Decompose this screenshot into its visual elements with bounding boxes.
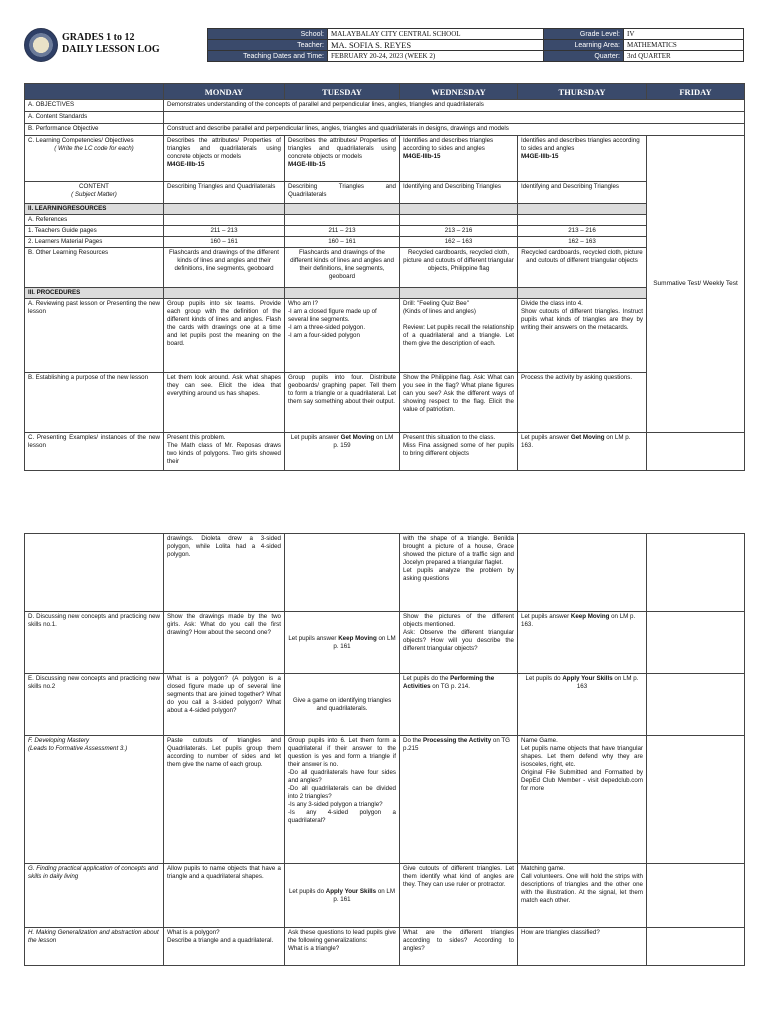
tg-pages-label: 1. Teachers Guide pages [25,226,164,237]
d-tue-pre: Let pupils answer [288,634,339,642]
other-wednesday: Recycled cardboards, recycled cloth, picture and cutouts of different triangular objects, Philippine flag [400,248,518,288]
area-label: Learning Area: [544,40,624,51]
empty-cell [647,534,745,612]
proc-c-wednesday: Present this situation to the class. Miss Fina assigned some of her pupils to bring different objects [400,433,518,471]
proc-f-wednesday [400,736,518,864]
grade-label: Grade Level: [544,29,624,40]
lc-tuesday [285,136,400,182]
objectives-label: A. OBJECTIVES [25,100,164,112]
grade-value: IV [624,29,744,40]
content-standards-cell [164,112,745,124]
proc-a-thursday: Divide the class into 4. Show cutouts of different triangles. Instruct pupils what kinds of triangles are they by writing their answers on the metacards. [518,299,647,373]
quarter-label: Quarter: [544,51,624,62]
content-monday: Describing Triangles and Quadrilaterals [164,182,285,204]
content-thursday: Identifying and Describing Triangles [518,182,647,204]
proc-e-tuesday: Give a game on identifying triangles and quadrilaterals. [285,674,400,736]
resources-gray-cell [518,204,647,215]
day-header-wednesday: WEDNESDAY [400,84,518,100]
school-label: School: [208,29,328,40]
lc-wednesday-text: Identifies and describes triangles according to sides and angles [403,137,494,152]
procedures-gray-cell [164,288,285,299]
other-thursday: Recycled cardboards, recycled cloth, picture and cutouts of different triangular objects [518,248,647,288]
proc-b-wednesday: Show the Philippine flag. Ask: What can you see in the flag? What plane figures can you see? Ask the different ways of showing respect to the flag. Elicit the value of patriotism. [400,373,518,433]
friday-summative-cell [647,136,745,433]
procedures-gray-cell [518,288,647,299]
d-thu-pre: Let pupils answer [521,613,571,620]
competencies-label: C. Learning Competencies/ Objectives [28,137,134,144]
performance-label: B. Performance Objective [25,124,164,136]
teacher-label: Teacher: [208,40,328,51]
g-tue-pre: Let pupils do [288,887,326,895]
g-tue-post: on LM p. 161 [333,887,396,903]
proc-h-thursday: How are triangles classified? [518,928,647,966]
empty-cell [25,534,164,612]
d-tue-post: on LM p. 161 [333,634,396,650]
proc-g-wednesday: Give cutouts of different triangles. Let them identify what kind of angles are they. They can use ruler or protractor. [400,864,518,928]
lc-thursday-text: Identifies and describes triangles according to sides and angles [521,137,640,152]
proc-c-monday-cont: drawings. Dioleta drew a 3-sided polygon, while Lolita had a 4-sided polygon. [164,534,285,612]
page-1 [0,0,768,500]
content-tuesday: Describing Triangles and Quadrilaterals [285,182,400,204]
resources-gray-cell [285,204,400,215]
lesson-table-page-1 [24,83,745,471]
learning-resources-label: II. LEARNINGRESOURCES [25,204,164,215]
tg-monday: 211 – 213 [164,226,285,237]
other-monday: Flashcards and drawings of the different kinds of lines and angles and their definitions, line segments, geoboard [164,248,285,288]
friday-note: Summative Test/ Weekly Test [653,280,738,287]
proc-b-thursday: Process the activity by asking questions. [518,373,647,433]
proc-f-thursday: Name Game. Let pupils name objects that have triangular shapes. Let them defend why they are isosceles, right, etc. Original File Submitted and Formatted by DepEd Club Member - visit depedclub.com for more [518,736,647,864]
d-thu-activity: Keep Moving [570,613,610,620]
c-tue-activity: Get Moving [340,434,375,441]
proc-f-monday: Paste cutouts of triangles and Quadrilaterals. Let pupils group them according to number of sides and let them give the name of each group. [164,736,285,864]
e-thu-pre: Let pupils do [525,675,563,682]
lm-wednesday: 162 – 163 [400,237,518,248]
c-thu-activity: Get Moving [570,434,605,441]
content-standards-label: A. Content Standards [25,112,164,124]
empty-cell [647,736,745,864]
performance-text: Construct and describe parallel and perpendicular lines, angles, triangles and quadrilaterals in designs, drawings and models [164,124,745,136]
lm-monday: 160 – 161 [164,237,285,248]
content-note: ( Subject Matter) [71,191,117,198]
teacher-value: MA. SOFIA S. REYES [328,40,544,51]
proc-e-label: E. Discussing new concepts and practicing new skills no.2 [25,674,164,736]
e-thu-activity: Apply Your Skills [562,675,613,682]
resources-gray-cell [164,204,285,215]
c-tue-pre: Let pupils answer [290,434,341,441]
dates-label: Teaching Dates and Time: [208,51,328,62]
lc-monday-code: M4GE-IIIb-15 [167,161,205,168]
f-wed-pre: Do the [403,737,423,744]
empty-cell [647,674,745,736]
proc-d-label: D. Discussing new concepts and practicing new skills no.1. [25,612,164,674]
deped-seal-icon [24,28,58,62]
empty-cell [647,433,745,471]
tg-thursday: 213 – 216 [518,226,647,237]
empty-cell [164,215,285,226]
proc-e-thursday [518,674,647,736]
lc-monday [164,136,285,182]
references-label: A. References [25,215,164,226]
f-wed-post: on TG p.215 [403,737,510,752]
e-thu-post: on LM p. 163 [576,675,639,690]
lm-pages-label: 2. Learners Material Pages [25,237,164,248]
other-resources-label: B. Other Learning Resources [25,248,164,288]
lm-thursday: 162 – 163 [518,237,647,248]
empty-cell [518,215,647,226]
empty-cell [285,534,400,612]
e-wed-post: on TG p. 214. [430,683,470,690]
g-tue-activity: Apply Your Skills [325,887,377,895]
d-thu-post: on LM p. 163. [521,613,636,628]
competencies-note: ( Write the LC code for each) [54,145,134,152]
proc-f-label-cell [25,736,164,864]
proc-d-monday: Show the drawings made by the two girls. Ask: What do you call the first drawing? How about the second one? [164,612,285,674]
procedures-gray-cell [400,288,518,299]
title-line-1: GRADES 1 to 12 [62,32,135,43]
day-header-friday: FRIDAY [647,84,745,100]
area-value: MATHEMATICS [624,40,744,51]
competencies-label-cell [25,136,164,182]
c-tue-post: on LM p. 159 [333,434,394,449]
proc-d-wednesday: Show the pictures of the different objects mentioned. Ask: Observe the different triangular objects? How will you describe the different triangular objects? [400,612,518,674]
proc-h-monday: What is a polygon? Describe a triangle and a quadrilateral. [164,928,285,966]
proc-a-wednesday: Drill: "Feeling Quiz Bee" (Kinds of lines and angles) Review: Let pupils recall the relationship of a quadrilateral and a triangle. Let them give the description of each. [400,299,518,373]
e-wed-activity: Performing the Activities [403,675,495,690]
e-wed-pre: Let pupils do the [403,675,451,682]
lc-wednesday [400,136,518,182]
lc-tuesday-text: Describes the attributes/ Properties of triangles and quadrilaterals using concrete objects or models [288,137,396,160]
proc-b-tuesday: Group pupils into four. Distribute geoboards/ graphing paper. Tell them to form a triangle or a quadrilateral. Let them say something about their output. [285,373,400,433]
proc-c-label: C. Presenting Examples/ instances of the new lesson [25,433,164,471]
proc-a-label: A. Reviewing past lesson or Presenting the new lesson [25,299,164,373]
day-header-thursday: THURSDAY [518,84,647,100]
proc-b-label: B. Establishing a purpose of the new lesson [25,373,164,433]
proc-f-note: (Leads to Formative Assessment 3.) [28,745,128,752]
proc-h-tuesday: Ask these questions to lead pupils give the following generalizations: What is a triangle? [285,928,400,966]
c-thu-post: on LM p. 163. [521,434,631,449]
content-wednesday: Identifying and Describing Triangles [400,182,518,204]
document-title [62,32,160,56]
proc-h-label: H. Making Generalization and abstraction about the lesson [25,928,164,966]
page-2 [0,500,768,1024]
f-wed-activity: Processing the Activity [422,737,492,744]
resources-gray-cell [400,204,518,215]
empty-cell [518,534,647,612]
empty-cell [647,928,745,966]
proc-g-label: G. Finding practical application of concepts and skills in daily living [25,864,164,928]
school-value: MALAYBALAY CITY CENTRAL SCHOOL [328,29,544,40]
procedures-label: III. PROCEDURES [25,288,164,299]
proc-f-tuesday: Group pupils into 6. Let them form a quadrilateral if their answer to the question is yes and form a triangle if their answer is no. -Do all quadrilaterals have four sides and angles? -Do all quadrilaterals can be divided into 2 triangles? -Is any 3-sided polygon a triangle? -Is any 4-sided polygon a quadrilateral? [285,736,400,864]
other-tuesday: Flashcards and drawings of the different kinds of lines and angles and their definitions, line segments, geoboard [285,248,400,288]
objectives-text: Demonstrates understanding of the concepts of parallel and perpendicular lines, angles, triangles and quadrilaterals [164,100,745,112]
dates-value: FEBRUARY 20-24, 2023 (WEEK 2) [328,51,544,62]
proc-d-tuesday [285,612,400,674]
lc-tuesday-code: M4GE-IIIb-15 [288,161,326,168]
lc-thursday-code: M4GE-IIIb-15 [521,153,559,160]
proc-g-tuesday [285,864,400,928]
lm-tuesday: 160 – 161 [285,237,400,248]
proc-d-thursday [518,612,647,674]
proc-c-thursday [518,433,647,471]
c-thu-pre: Let pupils answer [521,434,571,441]
lc-wednesday-code: M4GE-IIIb-15 [403,153,441,160]
empty-cell [647,864,745,928]
proc-c-monday: Present this problem. The Math class of Mr. Reposas draws two kinds of polygons. Two girls showed their [164,433,285,471]
proc-a-tuesday: Who am I? -I am a closed figure made up of several line segments. -I am a three-sided polygon. -I am a four-sided polygon [285,299,400,373]
header-info-table [207,28,744,62]
proc-g-thursday: Matching game. Call volunteers. One will hold the strips with descriptions of triangles and the other one with the illustration. At the signal, let them match each other. [518,864,647,928]
corner-cell [25,84,164,100]
day-header-monday: MONDAY [164,84,285,100]
proc-h-wednesday: What are the different triangles according to sides? According to angles? [400,928,518,966]
proc-c-wednesday-cont: with the shape of a triangle. Benilda brought a picture of a house, Grace showed the picture of a traffic sign and Jocelyn prepared a triangular flaglet. Let pupils analyze the problem by asking questions [400,534,518,612]
proc-e-wednesday [400,674,518,736]
proc-e-monday: What is a polygon? (A polygon is a closed figure made up of several line segments that are joined together? What do you call a 3-sided polygon? What about a 4-sided polygon? [164,674,285,736]
empty-cell [400,215,518,226]
quarter-value: 3rd QUARTER [624,51,744,62]
lc-monday-text: Describes the attributes/ Properties of triangles and quadrilaterals using concrete objects or models [167,137,281,160]
empty-cell [647,612,745,674]
content-label: CONTENT [79,183,109,190]
tg-wednesday: 213 – 216 [400,226,518,237]
proc-c-tuesday [285,433,400,471]
title-line-2: DAILY LESSON LOG [62,44,160,55]
empty-cell [285,215,400,226]
lc-thursday [518,136,647,182]
procedures-gray-cell [285,288,400,299]
tg-tuesday: 211 – 213 [285,226,400,237]
content-label-cell [25,182,164,204]
d-tue-activity: Keep Moving [338,634,377,642]
proc-f-label: F. Developing Mastery [28,737,90,744]
proc-g-monday: Allow pupils to name objects that have a triangle and a quadrilateral shapes. [164,864,285,928]
dll-header [24,28,744,70]
day-header-tuesday: TUESDAY [285,84,400,100]
lesson-table-page-2 [24,533,745,966]
proc-a-monday: Group pupils into six teams. Provide each group with the definition of the different kinds of lines and angles. Flash the cards with drawings one at a time and let pupils post the meaning on the board. [164,299,285,373]
proc-b-monday: Let them look around. Ask what shapes they can see. Elicit the idea that everything around us has shapes. [164,373,285,433]
